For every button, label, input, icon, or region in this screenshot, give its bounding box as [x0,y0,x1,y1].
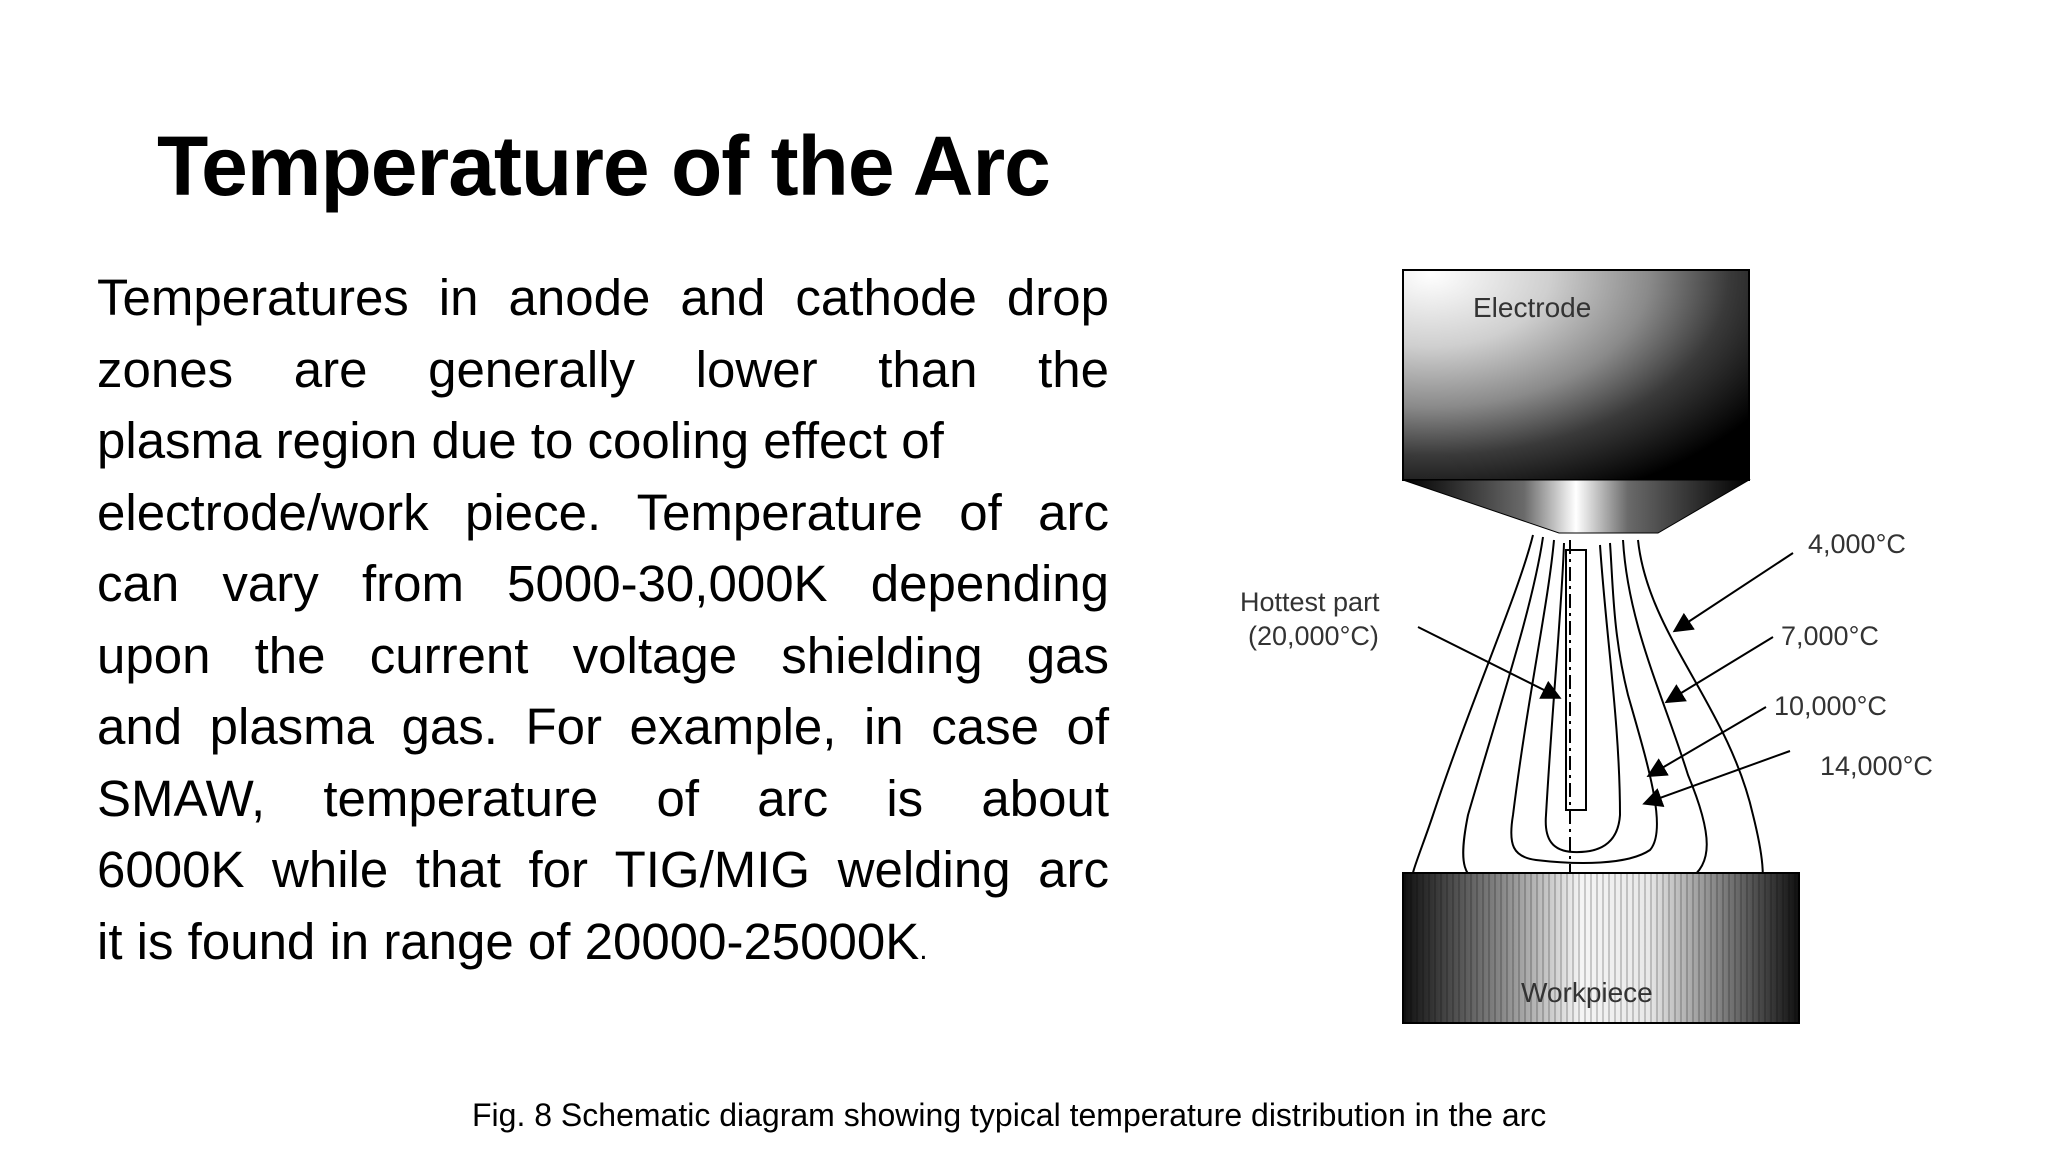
body-paragraph [97,262,1109,985]
body-line: can vary from 5000-30,000K depending [97,555,1109,612]
isotherm-label-7000: 7,000°C [1781,621,1879,651]
electrode-label: Electrode [1473,292,1592,323]
hottest-label-line1: Hottest part [1240,587,1380,617]
figure-panel [1218,255,1948,1135]
isotherm-arrow-14000 [1646,751,1790,803]
body-line-text: it is found in range of 20000-25000K [97,912,920,970]
body-line: electrode/work piece. Temperature of arc [97,483,1109,541]
slide-title: Temperature of the Arc [157,119,1050,213]
hottest-label-line2: (20,000°C) [1248,621,1379,651]
isotherm-label-14000: 14,000°C [1820,751,1933,781]
workpiece-label: Workpiece [1521,977,1653,1008]
body-line: Temperatures in anode and cathode drop [97,269,1109,326]
body-line: upon the current voltage shielding gas [97,626,1109,684]
body-line: and plasma gas. For example, in case of [97,698,1109,755]
electrode-tip [1403,480,1749,533]
isotherm-label-4000: 4,000°C [1808,529,1906,559]
arc-temperature-diagram [1218,255,1948,1055]
body-end-period: . [919,932,928,966]
figure-caption: Fig. 8 Schematic diagram showing typical temperature distribution in the arc [472,1097,1547,1133]
isotherm-label-10000: 10,000°C [1774,691,1887,721]
body-line: 6000K while that for TIG/MIG welding arc [97,841,1109,898]
body-line-last [97,906,1109,986]
isotherm-arrow-7000 [1668,637,1773,701]
body-line: plasma region due to cooling effect of [97,412,944,469]
body-line: zones are generally lower than the [97,340,1109,398]
isotherm-arrow-4000 [1676,553,1793,630]
body-line: SMAW, temperature of arc is about [97,769,1109,827]
